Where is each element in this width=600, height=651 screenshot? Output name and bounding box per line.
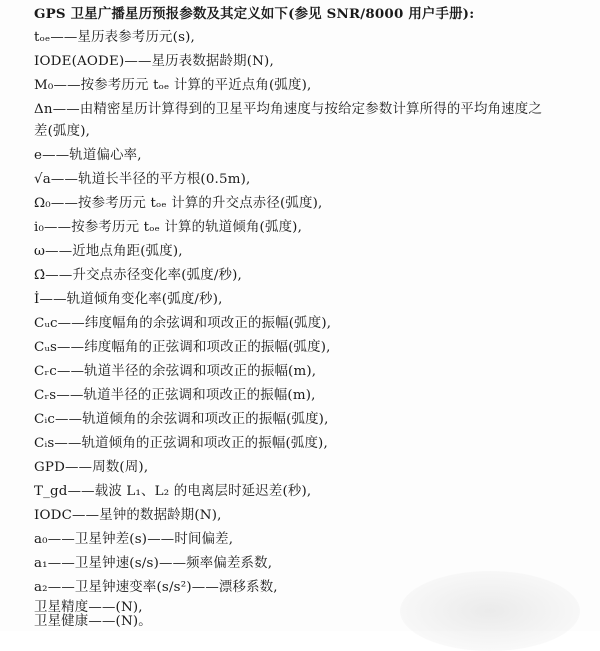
definition-line: Δn——由精密星历计算得到的卫星平均角速度与按给定参数计算所得的平均角速度之 xyxy=(34,102,542,117)
definition-line: Cᵣs——轨道半径的正弦调和项改正的振幅(m), xyxy=(34,388,316,403)
definition-line: Cᵤs——纬度幅角的正弦调和项改正的振幅(弧度), xyxy=(34,340,331,355)
definition-line: Cᵤc——纬度幅角的余弦调和项改正的振幅(弧度), xyxy=(34,316,332,331)
definition-line: Cᵢc——轨道倾角的余弦调和项改正的振幅(弧度), xyxy=(34,412,329,427)
document-heading: GPS 卫星广播星历预报参数及其定义如下(参见 SNR/8000 用户手册): xyxy=(34,6,475,22)
definition-line: √a——轨道长半径的平方根(0.5m), xyxy=(34,172,251,187)
definition-line: Cᵣc——轨道半径的余弦调和项改正的振幅(m), xyxy=(34,364,317,379)
definition-line: i₀——按参考历元 tₒₑ 计算的轨道倾角(弧度), xyxy=(34,220,303,235)
definition-line: a₁——卫星钟速(s/s)——频率偏差系数, xyxy=(34,556,273,571)
definition-line: IODC——星钟的数据龄期(N), xyxy=(34,508,222,523)
definition-line: 卫星健康——(N)。 xyxy=(34,614,152,629)
definition-line: a₀——卫星钟差(s)——时间偏差, xyxy=(34,532,234,547)
definition-line: ω——近地点角距(弧度), xyxy=(34,244,183,259)
definition-line: Ω̇——升交点赤径变化率(弧度/秒), xyxy=(34,268,242,283)
definition-line: 卫星精度——(N), xyxy=(34,600,143,615)
definition-line: e——轨道偏心率, xyxy=(34,148,142,163)
scan-watermark xyxy=(400,571,580,651)
definition-line: tₒₑ——星历表参考历元(s), xyxy=(34,30,196,45)
definition-line: a₂——卫星钟速变率(s/s²)——漂移系数, xyxy=(34,580,278,595)
definition-line: T_gd——载波 L₁、L₂ 的电离层时延迟差(秒), xyxy=(34,484,312,499)
definition-line: M₀——按参考历元 tₒₑ 计算的平近点角(弧度), xyxy=(34,78,312,93)
definition-line: GPD——周数(周), xyxy=(34,460,149,475)
definition-line: 差(弧度), xyxy=(34,124,91,139)
definition-line: Cᵢs——轨道倾角的正弦调和项改正的振幅(弧度), xyxy=(34,436,328,451)
definition-line: IODE(AODE)——星历表数据龄期(N), xyxy=(34,54,274,69)
definition-line: Ω₀——按参考历元 tₒₑ 计算的升交点赤径(弧度), xyxy=(34,196,323,211)
definition-line: İ——轨道倾角变化率(弧度/秒), xyxy=(34,292,223,307)
